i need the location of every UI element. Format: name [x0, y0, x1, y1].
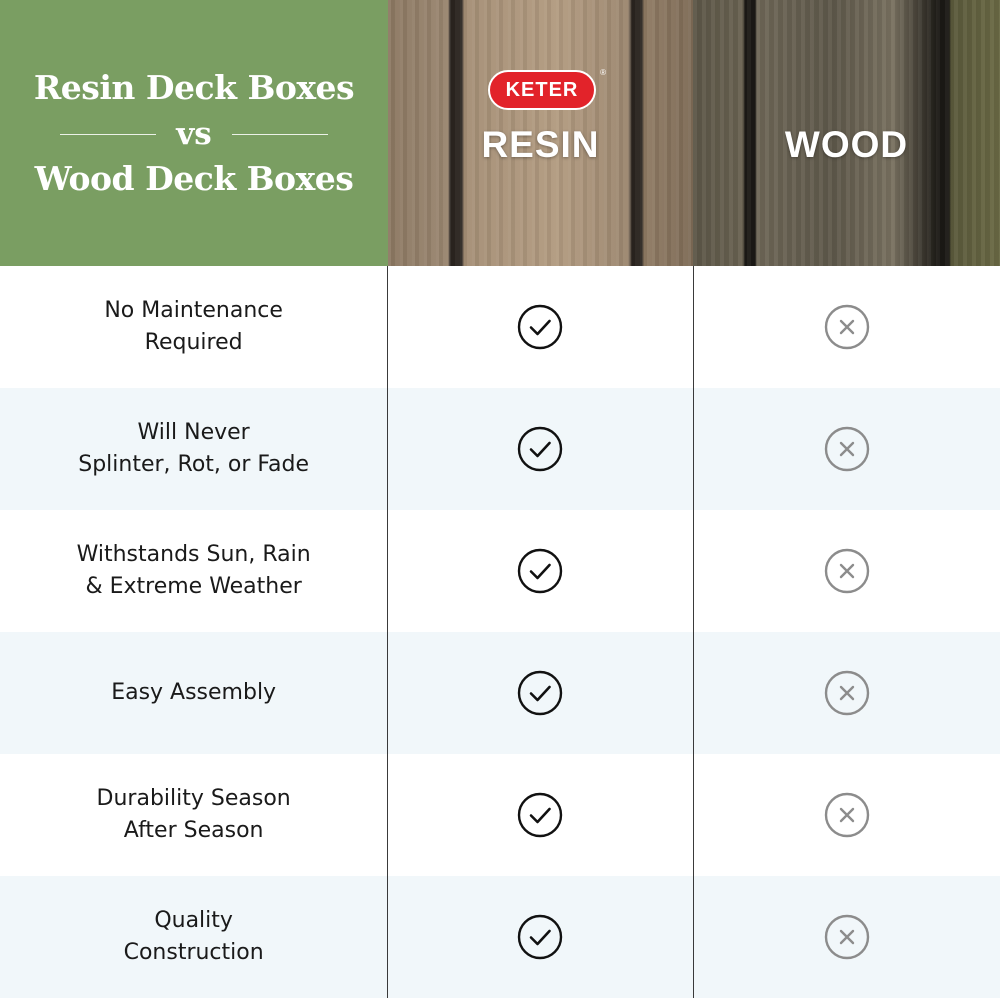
cross-icon	[824, 304, 870, 350]
resin-cell	[387, 876, 692, 998]
check-icon	[517, 670, 563, 716]
comparison-row	[0, 632, 1000, 754]
comparison-row	[0, 876, 1000, 998]
feature-label: Quality Construction	[123, 908, 264, 965]
feature-label: Will Never Splinter, Rot, or Fade	[78, 420, 310, 477]
wood-column-label: WOOD	[784, 124, 909, 165]
resin-cell	[387, 510, 692, 632]
feature-label: Easy Assembly	[111, 680, 277, 705]
vs-text: vs	[176, 115, 212, 152]
wood-cell	[693, 388, 1000, 510]
wood-cell	[693, 754, 1000, 876]
wood-column-header	[693, 0, 1000, 266]
resin-cell	[387, 632, 692, 754]
feature-label: No Maintenance Required	[104, 298, 283, 355]
check-icon	[517, 548, 563, 594]
registered-mark: ®	[600, 68, 606, 77]
cross-icon	[824, 426, 870, 472]
check-icon	[517, 304, 563, 350]
resin-column-header	[388, 0, 693, 266]
comparison-row	[0, 754, 1000, 876]
check-icon	[517, 426, 563, 472]
comparison-row	[0, 388, 1000, 510]
comparison-rows	[0, 266, 1000, 998]
keter-logo	[488, 68, 606, 110]
feature-cell	[0, 632, 387, 754]
title-panel	[0, 0, 388, 266]
resin-column-label: RESIN	[481, 124, 600, 165]
check-icon	[517, 792, 563, 838]
vs-divider	[60, 115, 327, 152]
comparison-header	[0, 0, 1000, 266]
comparison-row	[0, 510, 1000, 632]
wood-cell	[693, 266, 1000, 388]
wood-cell	[693, 876, 1000, 998]
check-icon	[517, 914, 563, 960]
feature-cell	[0, 754, 387, 876]
vs-rule-right	[232, 134, 328, 135]
vs-rule-left	[60, 134, 156, 135]
feature-cell	[0, 266, 387, 388]
feature-cell	[0, 876, 387, 998]
title-line-resin: Resin Deck Boxes	[33, 67, 355, 107]
wood-cell	[693, 632, 1000, 754]
resin-cell	[387, 266, 692, 388]
title-line-wood: Wood Deck Boxes	[34, 158, 354, 198]
cross-icon	[824, 914, 870, 960]
comparison-row	[0, 266, 1000, 388]
cross-icon	[824, 548, 870, 594]
keter-logo-text: KETER	[505, 78, 579, 101]
resin-cell	[387, 388, 692, 510]
resin-cell	[387, 754, 692, 876]
cross-icon	[824, 670, 870, 716]
feature-cell	[0, 388, 387, 510]
feature-cell	[0, 510, 387, 632]
wood-cell	[693, 510, 1000, 632]
feature-label: Durability Season After Season	[96, 786, 291, 843]
feature-label: Withstands Sun, Rain & Extreme Weather	[76, 542, 311, 599]
cross-icon	[824, 792, 870, 838]
